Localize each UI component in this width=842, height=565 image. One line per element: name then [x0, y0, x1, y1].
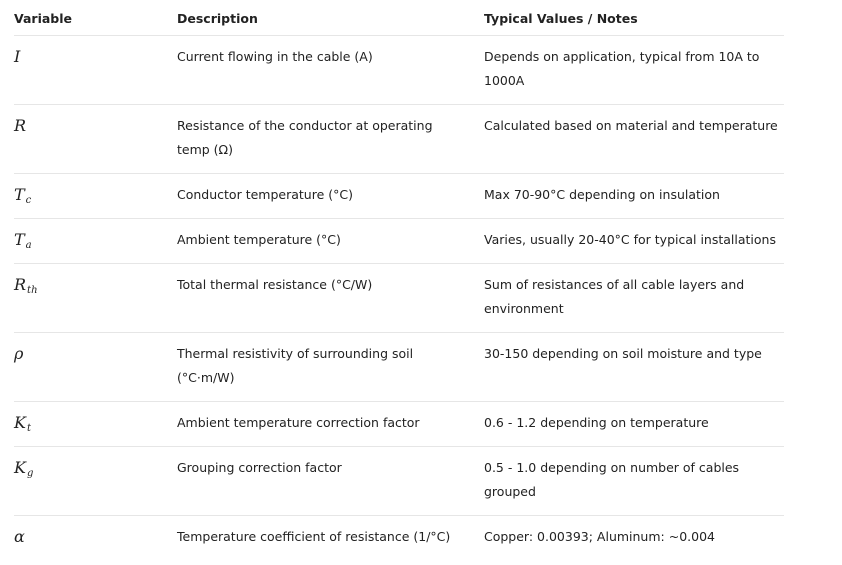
variable-symbol: K [14, 458, 26, 477]
variable-subscript: g [26, 468, 34, 479]
table-row [14, 174, 784, 219]
variable-symbol: R [14, 116, 27, 135]
description-cell: Conductor temperature (°C) [177, 187, 353, 202]
variable-cell [14, 447, 177, 515]
variable-subscript: t [26, 423, 31, 434]
table-row [14, 402, 784, 447]
variable-cell [14, 516, 177, 561]
variable-symbol: T [14, 185, 25, 204]
notes-cell: 30-150 depending on soil moisture and type [484, 346, 762, 361]
table-row [14, 105, 784, 174]
table-header-row [14, 0, 784, 36]
description-cell: Resistance of the conductor at operating temp (Ω) [177, 118, 433, 157]
table-row [14, 264, 784, 333]
variable-cell [14, 219, 177, 263]
description-cell: Temperature coefficient of resistance (1/°C) [177, 529, 451, 544]
variable-symbol: I [14, 47, 21, 66]
description-cell: Grouping correction factor [177, 460, 342, 475]
variable-symbol: K [14, 413, 26, 432]
header-variable: Variable [14, 10, 73, 26]
notes-cell: 0.6 - 1.2 depending on temperature [484, 415, 709, 430]
description-cell: Total thermal resistance (°C/W) [177, 277, 373, 292]
table-row [14, 447, 784, 516]
notes-cell: 0.5 - 1.0 depending on number of cables grouped [484, 460, 740, 499]
variable-cell [14, 264, 177, 332]
notes-cell: Sum of resistances of all cable layers and environment [484, 277, 745, 316]
notes-cell: Calculated based on material and temperature [484, 118, 778, 133]
notes-cell: Depends on application, typical from 10A to 1000A [484, 49, 760, 88]
variable-cell [14, 333, 177, 401]
variable-subscript: a [25, 240, 32, 251]
variable-symbol: T [14, 230, 25, 249]
description-cell: Ambient temperature correction factor [177, 415, 420, 430]
variable-symbol: α [14, 527, 25, 546]
variables-table [14, 0, 784, 561]
notes-cell: Varies, usually 20-40°C for typical installations [484, 232, 776, 247]
variable-cell [14, 105, 177, 173]
variable-cell [14, 36, 177, 104]
table-row [14, 516, 784, 561]
table-row [14, 219, 784, 264]
variable-subscript: th [27, 285, 38, 296]
variable-cell [14, 174, 177, 218]
notes-cell: Copper: 0.00393; Aluminum: ~0.004 [484, 529, 715, 544]
variable-symbol: ρ [14, 344, 24, 363]
table-row [14, 333, 784, 402]
notes-cell: Max 70-90°C depending on insulation [484, 187, 720, 202]
description-cell: Current flowing in the cable (A) [177, 49, 373, 64]
variable-symbol: R [14, 275, 27, 294]
description-cell: Ambient temperature (°C) [177, 232, 341, 247]
variable-cell [14, 402, 177, 446]
header-description: Description [177, 10, 258, 26]
description-cell: Thermal resistivity of surrounding soil (°C·m/W) [177, 346, 414, 385]
header-notes: Typical Values / Notes [484, 10, 638, 26]
variable-subscript: c [25, 195, 32, 206]
table-row [14, 36, 784, 105]
